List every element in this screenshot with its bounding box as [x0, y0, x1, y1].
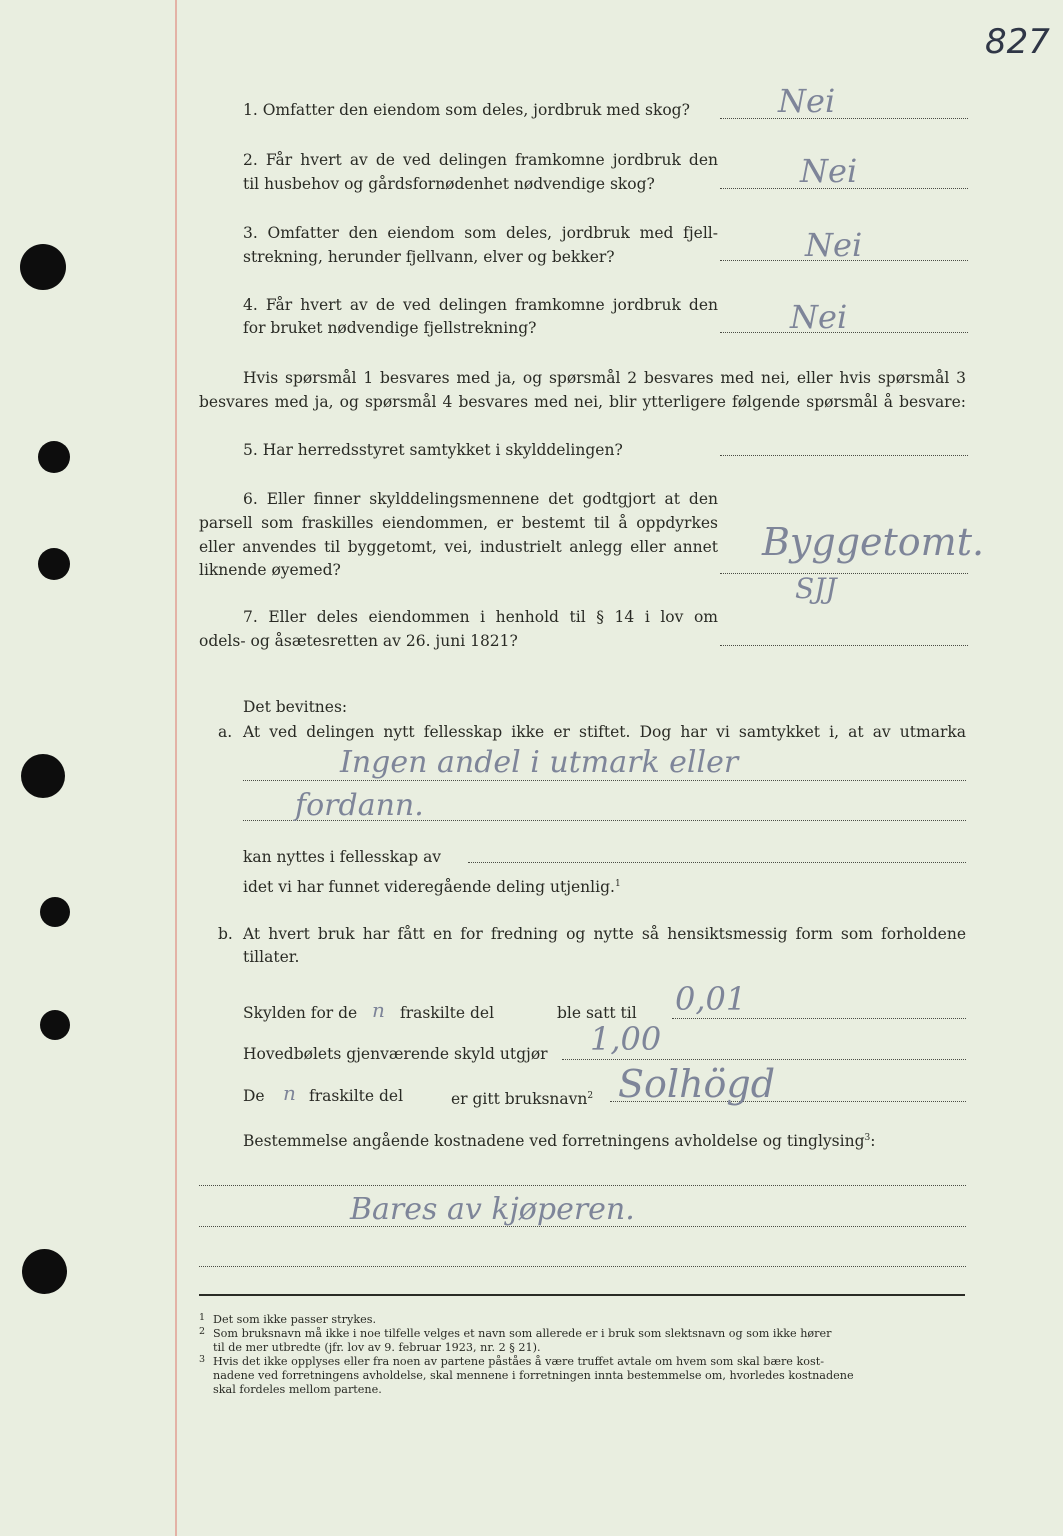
skyld-line — [672, 1018, 966, 1019]
question-5: 5. Har herredsstyret samtykket i skylddelingen? — [243, 441, 623, 459]
answer-4: Nei — [790, 298, 848, 336]
question-1-line-1: 1. Omfatter den eiendom som deles, jordbruk med skog? — [243, 101, 690, 119]
hoved-label: Hovedbølets gjenværende skyld utgjør — [243, 1045, 548, 1063]
shared-by-line — [468, 862, 966, 863]
section-a-label: a. — [218, 723, 233, 741]
footnote-2-line-1: Som bruksnavn må ikke i noe tilfelle velges et navn som allerede er i bruk som slektsnavn og som ikke hører — [213, 1327, 832, 1340]
question-3-line-2: strekning, herunder fjellvann, elver og bekker? — [243, 248, 615, 266]
footnote-ref-2: 2 — [587, 1091, 594, 1101]
condition-line-2: besvares med ja, og spørsmål 4 besvares med nei, blir ytterligere følgende spørsmål å besvare: — [199, 393, 966, 411]
commons-handwriting-1: Ingen andel i utmark eller — [340, 745, 739, 780]
question-4-line-1: 4. Får hvert av de ved delingen framkomne jordbruk den — [243, 296, 718, 314]
skyld-label-3: ble satt til — [557, 1004, 637, 1022]
bestemmelse-text: Bestemmelse angående kostnadene ved forretningens avholdelse og tinglysing — [243, 1132, 865, 1151]
answer-2: Nei — [800, 152, 858, 190]
commons-line-1 — [243, 780, 966, 781]
question-6-line-4: liknende øyemed? — [199, 561, 341, 579]
bestemmelse-colon: : — [870, 1132, 876, 1151]
question-7-line-1: 7. Eller deles eiendommen i henhold til § 14 i lov om — [243, 608, 718, 626]
answer-3: Nei — [805, 226, 863, 264]
question-2-line-2: til husbehov og gårdsfornødenhet nødvendige skog? — [243, 175, 655, 193]
margin-line — [175, 0, 177, 1536]
navn-strike-mark: n — [283, 1081, 296, 1105]
punch-hole — [40, 897, 70, 927]
bestemmelse-label — [243, 1127, 875, 1152]
answer-line-7 — [720, 645, 968, 646]
navn-label-3 — [451, 1085, 593, 1110]
footnote-2-number: 2 — [199, 1326, 206, 1337]
cost-line-1 — [199, 1185, 966, 1186]
bevitnes-heading: Det bevitnes: — [243, 698, 348, 716]
question-3-line-1: 3. Omfatter den eiendom som deles, jordbruk med fjell- — [243, 224, 718, 242]
question-4-line-2: for bruket nødvendige fjellstrekning? — [243, 319, 537, 337]
section-b-text-1: At hvert bruk har fått en for fredning og nytte så hensiktsmessig form som forholdene — [243, 925, 966, 943]
question-7-line-2: odels- og åsætesretten av 26. juni 1821? — [199, 632, 518, 650]
answer-line-6 — [720, 573, 968, 574]
skyld-strike-mark: n — [372, 998, 385, 1022]
footnote-3-line-3: skal fordeles mellom partene. — [213, 1383, 382, 1396]
punch-hole — [40, 1010, 70, 1040]
section-b-label: b. — [218, 925, 233, 943]
question-6-line-2: parsell som fraskilles eiendommen, er bestemt til å oppdyrkes — [199, 514, 718, 532]
section-b-text-2: tillater. — [243, 948, 300, 966]
punch-hole — [20, 244, 66, 290]
footnote-2-line-2: til de mer utbredte (jfr. lov av 9. februar 1923, nr. 2 § 21). — [213, 1341, 541, 1354]
footnote-ref-3: 3 — [864, 1133, 871, 1143]
footnote-1-number: 1 — [199, 1312, 206, 1323]
punch-hole — [38, 548, 70, 580]
question-6-line-3: eller anvendes til byggetomt, vei, industrielt anlegg eller annet — [199, 538, 718, 556]
footnote-3-number: 3 — [199, 1354, 206, 1365]
page-number: 827 — [985, 22, 1050, 62]
skyld-label-1: Skylden for de — [243, 1004, 358, 1022]
condition-line-1: Hvis spørsmål 1 besvares med ja, og spørsmål 2 besvares med nei, eller hvis spørsmål 3 — [243, 369, 966, 387]
punch-hole — [21, 754, 65, 798]
answer-6: Byggetomt. — [762, 520, 985, 564]
navn-label-2: fraskilte del — [309, 1087, 404, 1105]
section-a-text: At ved delingen nytt fellesskap ikke er stiftet. Dog har vi samtykket i, at av utmarka — [243, 723, 966, 741]
division-not-useful-text: idet vi har funnet videregående deling utjenlig. — [243, 878, 615, 897]
answer-line-5 — [720, 455, 968, 456]
shared-by-label: kan nyttes i fellesskap av — [243, 848, 442, 866]
skyld-label-2: fraskilte del — [400, 1004, 495, 1022]
cost-line-3 — [199, 1266, 966, 1267]
footnote-3-line-2: nadene ved forretningens avholdelse, skal mennene i forretningen innta bestemmelse om, hvorledes kostnadene — [213, 1369, 854, 1382]
cost-handwriting: Bares av kjøperen. — [350, 1192, 635, 1227]
footnote-divider — [199, 1294, 965, 1296]
answer-1: Nei — [778, 82, 836, 120]
skyld-value: 0,01 — [675, 980, 747, 1018]
footnote-3-line-1: Hvis det ikke opplyses eller fra noen av partene påståes å være truffet avtale om hvem som skal bære kost- — [213, 1355, 825, 1368]
division-not-useful — [243, 873, 621, 898]
footnote-ref-1: 1 — [614, 879, 621, 889]
answer-line-1 — [720, 118, 968, 119]
navn-label-3-text: er gitt bruksnavn — [451, 1090, 588, 1109]
answer-6-initials: SJJ — [795, 572, 837, 605]
commons-handwriting-2: fordann. — [295, 788, 424, 823]
punch-hole — [38, 441, 70, 473]
hoved-value: 1,00 — [590, 1020, 662, 1058]
punch-hole — [22, 1249, 67, 1294]
footnote-1-line-1: Det som ikke passer strykes. — [213, 1313, 377, 1326]
bruksnavn-value: Solhögd — [618, 1062, 776, 1106]
navn-label-1: De — [243, 1087, 265, 1105]
question-2-line-1: 2. Får hvert av de ved delingen framkomne jordbruk den — [243, 151, 718, 169]
question-6-line-1: 6. Eller finner skylddelingsmennene det godtgjort at den — [243, 490, 718, 508]
hoved-line — [562, 1059, 966, 1060]
